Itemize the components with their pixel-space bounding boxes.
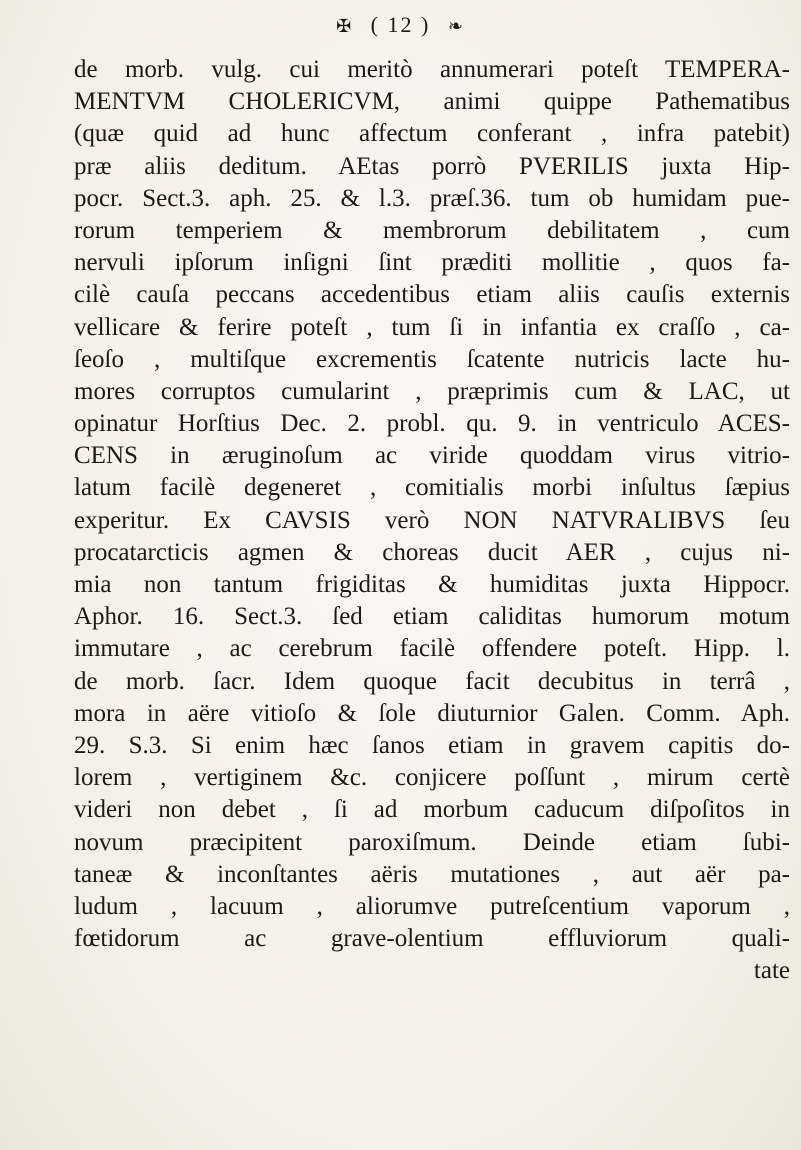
text-line: novum præcipitent paroxiſmum. Deinde etiam ſubi- — [74, 828, 790, 856]
text-line: MENTVM CHOLERICVM, animi quippe Pathematibus — [74, 88, 790, 116]
text-line: mores corruptos cumularint , præprimis cum & LAC, ut — [74, 377, 790, 405]
body-text — [74, 54, 790, 987]
text-line: (quæ quid ad hunc affectum conferant , infra patebit) — [74, 120, 790, 148]
text-line: cilè cauſa peccans accedentibus etiam aliis cauſis externis — [74, 281, 790, 309]
text-line: Aphor. 16. Sect.3. ſed etiam caliditas humorum motum — [74, 603, 790, 631]
text-line: vellicare & ferire poteſt , tum ſi in infantia ex craſſo , ca- — [74, 313, 790, 341]
text-line: de morb. ſacr. Idem quoque facit decubitus in terrâ , — [74, 667, 790, 695]
text-line: ludum , lacuum , aliorumve putreſcentium vaporum , — [74, 892, 790, 920]
catchword: tate — [753, 957, 790, 985]
page-number: ( 12 ) — [370, 12, 431, 37]
text-line: rorum temperiem & membrorum debilitatem , cum — [74, 216, 790, 244]
ornament-right-icon: ❧ — [447, 16, 465, 36]
text-line: immutare , ac cerebrum facilè offendere poteſt. Hipp. l. — [74, 635, 790, 663]
text-line: opinatur Horſtius Dec. 2. probl. qu. 9. in ventriculo ACES- — [74, 410, 790, 438]
text-line: taneæ & inconſtantes aëris mutationes , aut aër pa- — [74, 860, 790, 888]
text-line: pocr. Sect.3. aph. 25. & l.3. præſ.36. tum ob humidam pue- — [74, 184, 790, 212]
text-line: mia non tantum frigiditas & humiditas juxta Hippocr. — [74, 571, 790, 598]
page-header — [0, 12, 801, 38]
text-line: procatarcticis agmen & choreas ducit AER , cujus ni- — [74, 538, 790, 566]
text-line: nervuli ipſorum inſigni ſint præditi mollitie , quos fa- — [74, 249, 790, 277]
text-line: videri non debet , ſi ad morbum caducum diſpoſitos in — [74, 796, 790, 824]
text-line: de morb. vulg. cui meritò annumerari poteſt TEMPERA- — [74, 56, 790, 83]
text-line: ſeoſo , multiſque excrementis ſcatente nutricis lacte hu- — [74, 345, 790, 373]
text-line: latum facilè degeneret , comitialis morbi inſultus ſæpius — [74, 474, 790, 502]
text-line: mora in aëre vitioſo & ſole diuturnior Galen. Comm. Aph. — [74, 699, 790, 727]
text-line: præ aliis deditum. AEtas porrò PVERILIS juxta Hip- — [74, 152, 790, 180]
ornament-left-icon: ✠ — [336, 16, 354, 36]
text-line: CENS in æruginoſum ac viride quoddam virus vitrio- — [74, 442, 790, 470]
text-line: lorem , vertiginem &c. conjicere poſſunt , mirum certè — [74, 764, 790, 792]
text-line: experitur. Ex CAVSIS verò NON NATVRALIBVS ſeu — [74, 506, 790, 534]
text-line: 29. S.3. Si enim hæc ſanos etiam in gravem capitis do- — [74, 731, 790, 759]
text-line: fœtidorum ac grave-olentium effluviorum quali- — [74, 925, 790, 953]
